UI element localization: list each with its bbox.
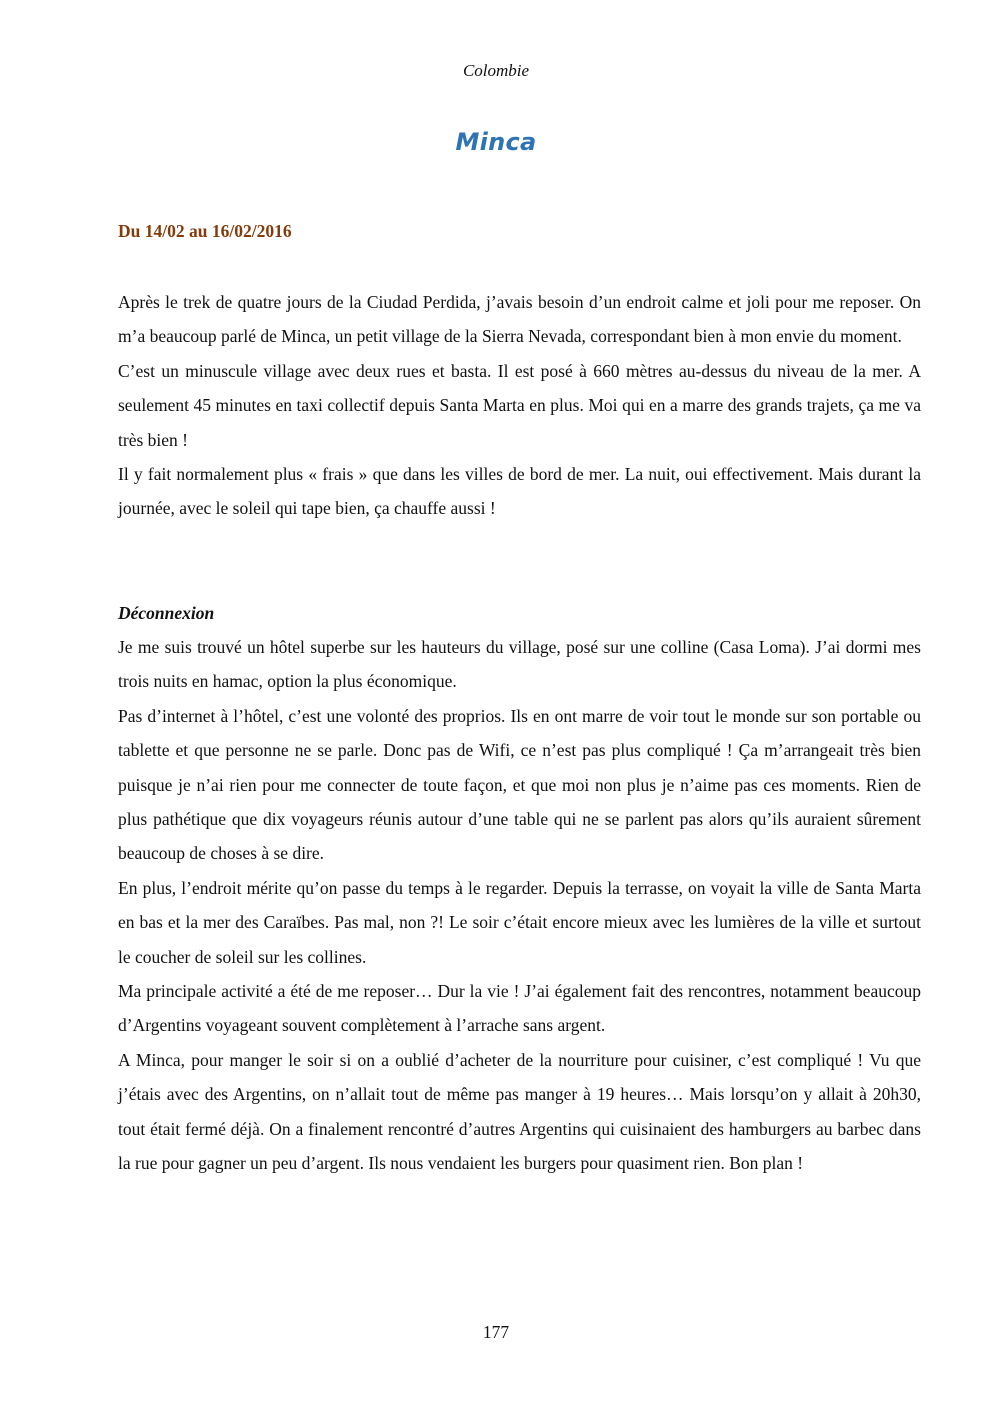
chapter-title: Minca <box>455 128 537 156</box>
intro-paragraph: Après le trek de quatre jours de la Ciudad Perdida, j’avais besoin d’un endroit calme et joli pour me reposer. On m’a beaucoup parlé de Minca, un petit village de la Sierra Nevada, correspondant bien à mon envie du moment. <box>118 292 921 347</box>
page-number: 177 <box>482 1322 510 1342</box>
date-range: Du 14/02 au 16/02/2016 <box>118 221 292 241</box>
intro-paragraph: Il y fait normalement plus « frais » que dans les villes de bord de mer. La nuit, oui effectivement. Mais durant la journée, avec le soleil qui tape bien, ça chauffe aussi ! <box>118 464 921 519</box>
section-paragraph: Pas d’internet à l’hôtel, c’est une volonté des proprios. Ils en ont marre de voir tout le monde sur son portable ou tablette et que personne ne se parle. Donc pas de Wifi, ce n’est pas plus compliqué ! Ça m’arrangeait très bien puisque je n’ai rien pour me connecter de toute façon, et que moi non plus je n’aime pas ces moments. Rien de plus pathétique que dix voyageurs réunis autour d’une table qui ne se parlent pas alors qu’ils auraient sûrement beaucoup de choses à se dire. <box>118 705 921 864</box>
section-paragraph: En plus, l’endroit mérite qu’on passe du temps à le regarder. Depuis la terrasse, on voyait la ville de Santa Marta en bas et la mer des Caraïbes. Pas mal, non ?! Le soir c’était encore mieux avec les lumières de la ville et surtout le coucher de soleil sur les collines. <box>118 877 921 967</box>
section-paragraph: Ma principale activité a été de me reposer… Dur la vie ! J’ai également fait des rencontres, notamment beaucoup d’Argentins voyageant souvent complètement à l’arrache sans argent. <box>118 981 921 1036</box>
intro-section <box>118 285 921 526</box>
deconnexion-section <box>118 630 921 1181</box>
section-paragraph: A Minca, pour manger le soir si on a oublié d’acheter de la nourriture pour cuisiner, c’est compliqué ! Vu que j’étais avec des Argentins, on n’allait tout de même pas manger à 19 heures… Mais lorsqu’on y allait à 20h30, tout était fermé déjà. On a finalement rencontré d’autres Argentins qui cuisinaient des hamburgers au barbec dans la rue pour gagner un peu d’argent. Ils nous vendaient les burgers pour quasiment rien. Bon plan ! <box>118 1049 921 1174</box>
section-paragraph: Je me suis trouvé un hôtel superbe sur les hauteurs du village, posé sur une colline (Casa Loma). J’ai dormi mes trois nuits en hamac, option la plus économique. <box>118 637 921 692</box>
section-heading: Déconnexion <box>118 603 215 623</box>
running-header: Colombie <box>462 61 530 80</box>
intro-paragraph: C’est un minuscule village avec deux rues et basta. Il est posé à 660 mètres au-dessus du niveau de la mer. A seulement 45 minutes en taxi collectif depuis Santa Marta en plus. Moi qui en a marre des grands trajets, ça me va très bien ! <box>118 360 921 450</box>
